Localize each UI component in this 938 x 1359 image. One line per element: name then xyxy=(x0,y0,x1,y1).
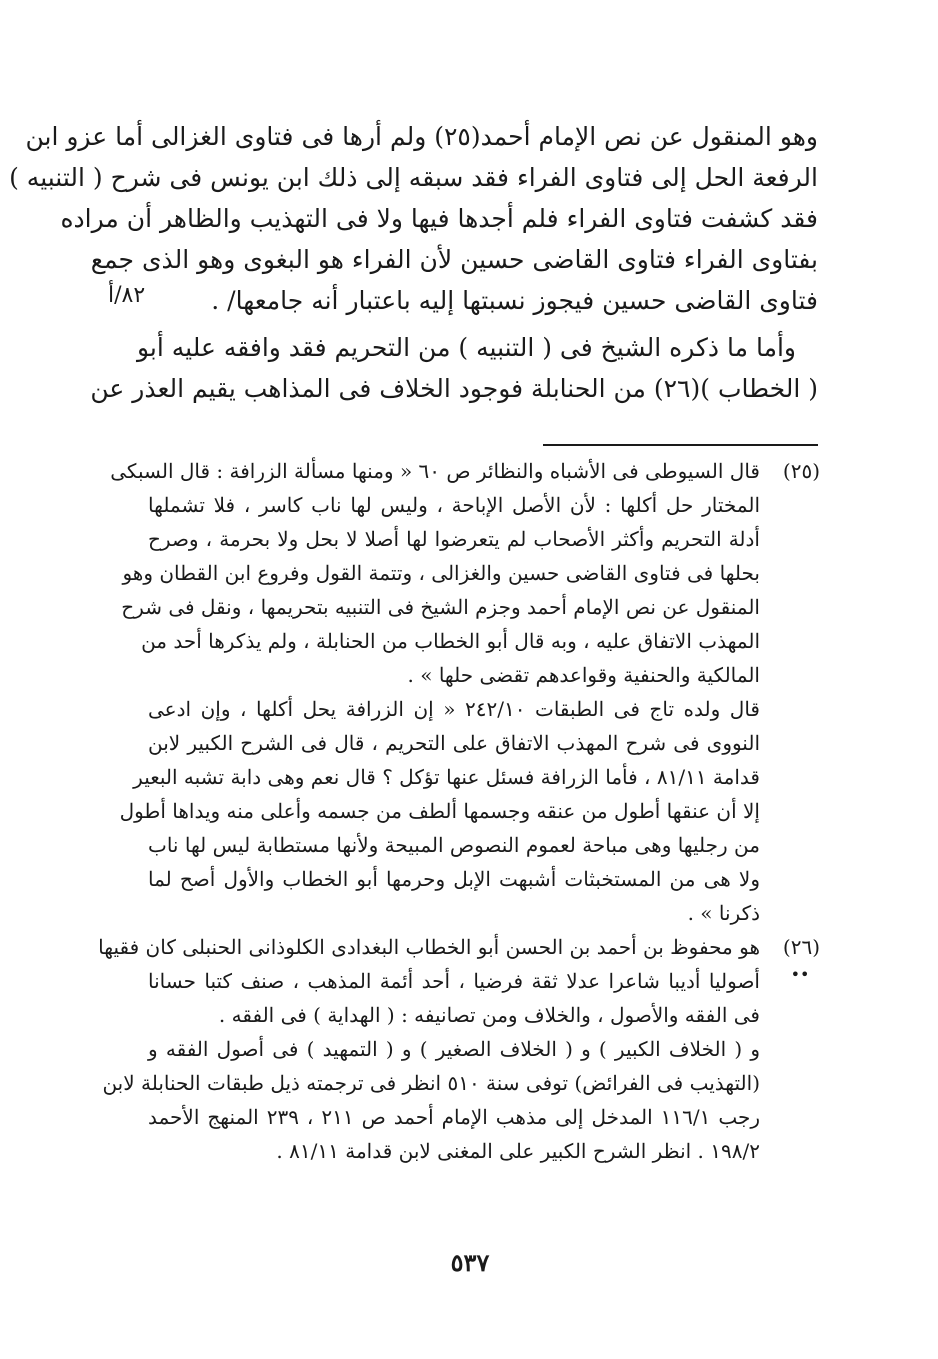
footnote-line: و ( الخلاف الكبير ) و ( الخلاف الصغير ) و ( التمهيد ) فى أصول الفقه و xyxy=(148,1037,760,1061)
footnote-26 xyxy=(98,930,820,1168)
footnote-line: قال السيوطى فى الأشباه والنظائر ص ٦٠ « ومنها مسألة الزرافة : قال السبكى xyxy=(110,459,760,483)
footnote-line: المالكية والحنفية وقواعدهم تقضى حلها » . xyxy=(407,663,760,687)
footnote-line: المختار حل أكلها : لأن الأصل الإباحة ، وليس لها ناب كاسر ، فلا تشملها xyxy=(148,493,760,517)
main-line: فقد كشفت فتاوى الفراء فلم أجدها فيها ولا فى التهذيب والظاهر أن مراده xyxy=(60,204,818,233)
footnote-number: (٢٥) xyxy=(782,459,820,483)
footnote-line: (التهذيب فى الفرائض) توفى سنة ٥١٠ انظر فى ترجمته ذيل طبقات الحنابلة لابن xyxy=(102,1071,760,1095)
footnote-line: فى الفقه والأصول ، والخلاف ومن تصانيفه : ( الهداية ) فى الفقه . xyxy=(218,1003,760,1027)
main-line: بفتاوى الفراء فتاوى القاضى حسين لأن الفراء هو البغوى وهو الذى جمع xyxy=(90,245,818,274)
footnote-line: ذكرنا » . xyxy=(687,901,760,925)
footnote-line: قدامة ٨١/١١ ، فأما الزرافة فسئل عنها تؤكل ؟ قال نعم وهى دابة تشبه البعير xyxy=(133,765,760,789)
footnote-line: بحلها فى فتاوى القاضى حسين والغزالى ، وتتمة القول وفروع ابن القطان وهو xyxy=(122,561,760,585)
footnote-line: ولا هى من المستخبثات أشبهت الإبل وحرمها أبو الخطاب والأول أصح لما xyxy=(148,867,760,891)
footnote-25 xyxy=(110,454,820,930)
main-line: وهو المنقول عن نص الإمام أحمد(٢٥) ولم أرها فى فتاوى الغزالى أما عزو ابن xyxy=(25,122,818,151)
footnote-line: أصوليا أديبا شاعرا عدلا ثقة فرضيا ، أحد أئمة المذهب ، صنف كتبا حسانا xyxy=(148,969,760,993)
main-line: وأما ما ذكره الشيخ فى ( التنبيه ) من التحريم فقد وافقه عليه أبو xyxy=(136,333,796,362)
footnote-line: النووى فى شرح المهذب الاتفاق على التحريم ، قال فى الشرح الكبير لابن xyxy=(148,731,760,755)
manuscript-folio-marker: ٨٢/أ xyxy=(108,283,146,308)
footnote-number: (٢٦) xyxy=(782,935,820,959)
footnote-line: المهذب الاتفاق عليه ، وبه قال أبو الخطاب من الحنابلة ، ولم يذكرها أحد من xyxy=(141,629,760,653)
footnote-line: إلا أن عنقها أطول من عنقه وجسمها ألطف من جسمه وأعلى منه ويداها أطول xyxy=(119,799,760,823)
main-line: الرفعة الحل إلى فتاوى الفراء فقد سبقه إلى ذلك ابن يونس فى شرح ( التنبيه ) xyxy=(9,163,818,192)
footnotes-section xyxy=(98,454,820,1168)
main-line: ( الخطاب )(٢٦) من الحنابلة فوجود الخلاف فى المذاهب يقيم العذر عن xyxy=(90,374,818,403)
footnote-separator xyxy=(543,444,818,446)
main-line: فتاوى القاضى حسين فيجوز نسبتها إليه باعتبار أنه جامعها/ . xyxy=(211,286,818,315)
page-number: ٥٣٧ xyxy=(450,1248,490,1277)
footnote-line: رجب ١١٦/١ المدخل إلى مذهب الإمام أحمد ص ٢١١ ، ٢٣٩ المنهج الأحمد xyxy=(148,1105,760,1129)
footnote-line: هو محفوظ بن أحمد بن الحسن أبو الخطاب البغدادى الكلوذانى الحنبلى كان فقيها xyxy=(98,935,760,959)
footnote-line: أدلة التحريم وأكثر الأصحاب لم يتعرضوا لها أصلا لا بحل ولا بحرمة ، وصرح xyxy=(148,527,760,551)
main-paragraph-2 xyxy=(90,327,818,409)
dot-mark-icon: •• xyxy=(790,965,810,984)
footnote-line: من رجليها وهى مباحة لعموم النصوص المبيحة ولأنها مستطابة ليس لها ناب xyxy=(148,833,760,857)
footnote-line: المنقول عن نص الإمام أحمد وجزم الشيخ فى التنبيه بتحريمها ، ونقل فى شرح xyxy=(121,595,760,619)
footnote-line: ١٩٨/٢ . انظر الشرح الكبير على المغنى لابن قدامة ٨١/١١ . xyxy=(276,1139,760,1163)
footnote-line: قال ولده تاج فى الطبقات ٢٤٢/١٠ « إن الزرافة يحل أكلها ، وإن ادعى xyxy=(148,697,760,721)
